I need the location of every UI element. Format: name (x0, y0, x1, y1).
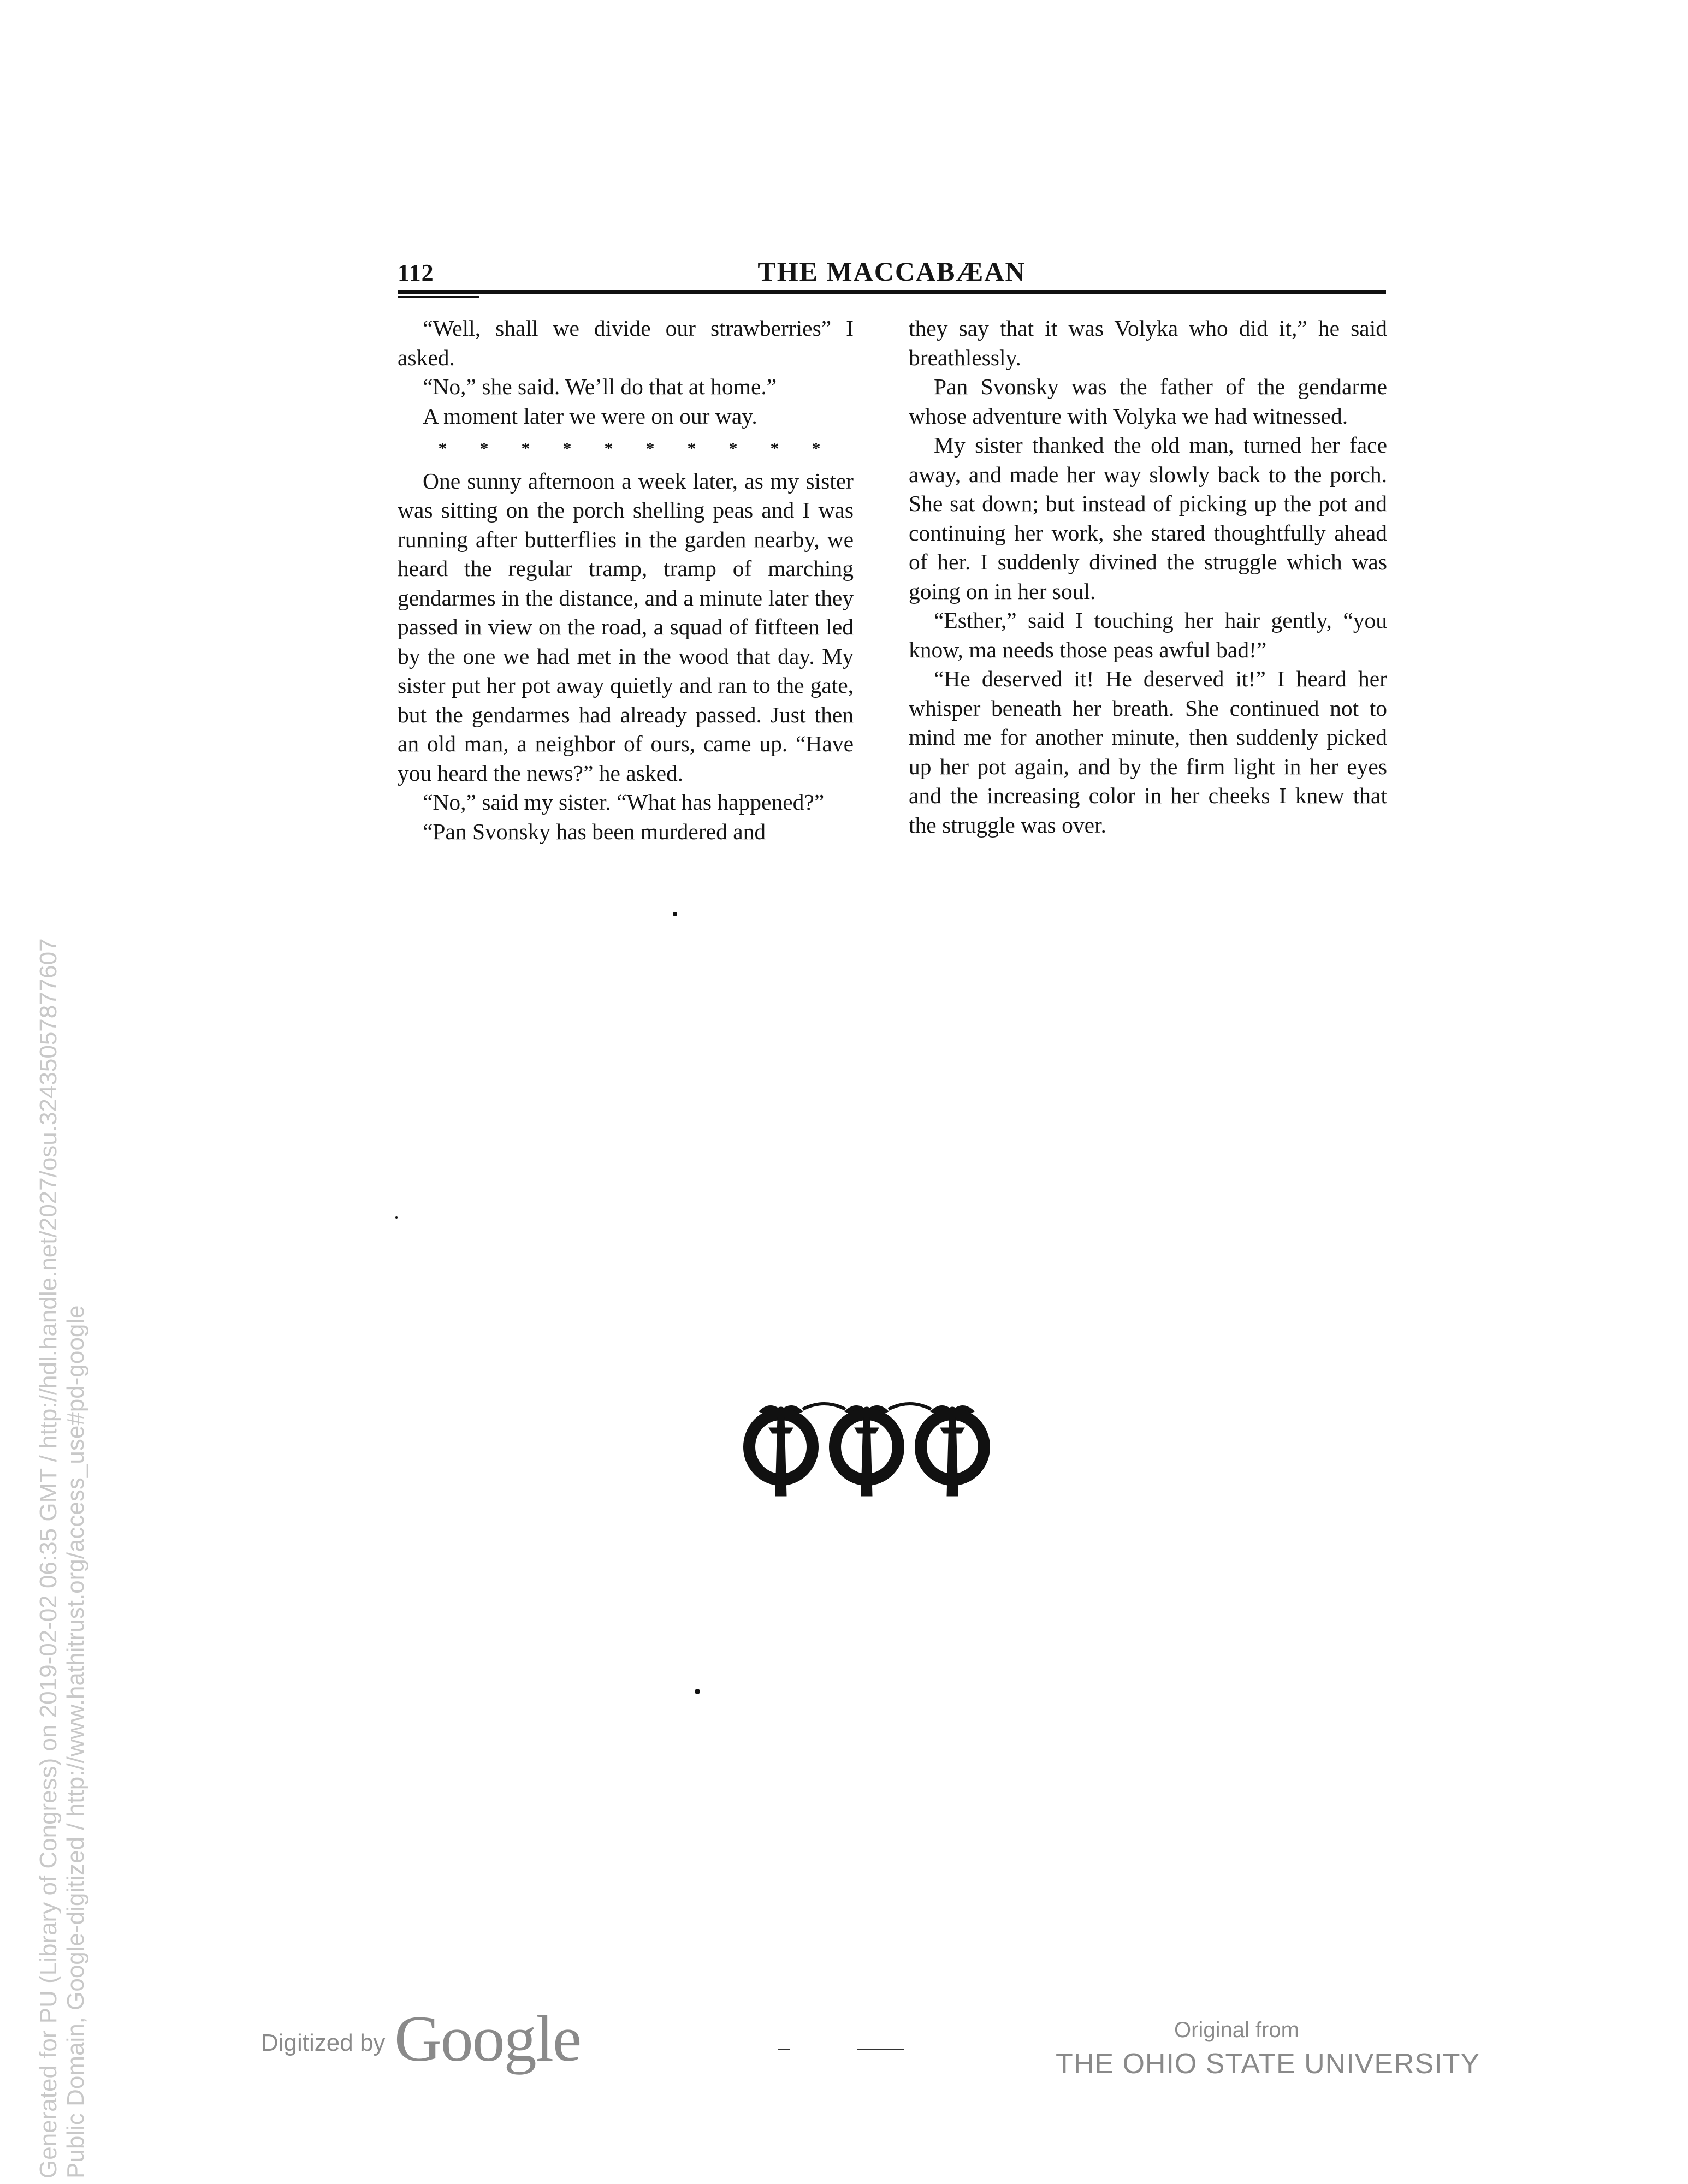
paragraph: “Esther,” said I touching her hair gently, “you know, ma needs those peas awful bad!” (909, 608, 1387, 662)
hathitrust-watermark (35, 0, 90, 2179)
paragraph: My sister thanked the old man, turned her face away, and made her way slowly back to the porch. She sat down; but instead of picking up the pot and continuing her work, she stared thoughtfully ahead of her. I suddenly divined the struggle which was going on in her soul. (909, 432, 1387, 604)
google-logo: Google (394, 2002, 581, 2075)
paragraph: “Pan Svonsky has been murdered and (423, 818, 766, 844)
left-column (398, 314, 854, 846)
paragraph: One sunny afternoon a week later, as my sister was sitting on the porch shelling peas and I was running after butterflies in the garden nearby, we heard the regular tramp, tramp of marching gendarmes in the distance, and a minute later they passed in view on the road, a squad of fitfteen led by the one we had met in the wood that day. My sister put her pot away quietly and ran to the gate, but the gendarmes had already passed. Just then an old man, a neighbor of ours, came up. “Have you heard the news?” he asked. (398, 468, 854, 786)
paragraph: they say that it was Volyka who did it,” he said breathlessly. (909, 316, 1387, 370)
right-column (909, 314, 1387, 840)
footer-dash (857, 2049, 904, 2050)
paragraph: “No,” said my sister. “What has happened?” (423, 790, 825, 815)
section-break: * * * * * * * * * * (438, 438, 835, 458)
paragraph: A moment later we were on our way. (423, 403, 757, 429)
watermark-line-2: Public Domain, Google-digitized / http://www.hathitrust.org/access_use#pd-google (62, 1305, 89, 2179)
header-rule-short (398, 296, 479, 298)
print-speck (673, 912, 677, 916)
page-header (398, 256, 1386, 290)
page-number: 112 (398, 259, 434, 286)
paragraph: “No,” she said. We’ll do that at home.” (423, 374, 777, 399)
footer-dash (778, 2049, 790, 2050)
print-speck (695, 1689, 700, 1694)
paragraph: “He deserved it! He deserved it!” I heard her whisper beneath her breath. She continued not to mind me for another minute, then suddenly picked up her pot again, and by the firm light in her eyes and the increasing color in her cheeks I knew that the struggle was over. (909, 666, 1387, 838)
paragraph: “Well, shall we divide our strawberries” I asked. (398, 316, 854, 370)
original-from-label: Original from (1174, 2018, 1299, 2042)
print-speck (395, 1216, 398, 1219)
watermark-line-1: Generated for PU (Library of Congress) on 2019-02-02 06:35 GMT / http://hdl.handle.net/2027/osu.32435057877607 (35, 938, 62, 2179)
journal-title: THE MACCABÆAN (757, 256, 1026, 287)
digitized-by-label: Digitized by (261, 2029, 386, 2056)
wreath-ornament-icon (738, 1395, 995, 1504)
institution-name: THE OHIO STATE UNIVERSITY (1056, 2048, 1480, 2080)
paragraph: Pan Svonsky was the father of the gendarme whose adventure with Volyka we had witnessed. (909, 374, 1387, 429)
header-rule (398, 290, 1386, 294)
